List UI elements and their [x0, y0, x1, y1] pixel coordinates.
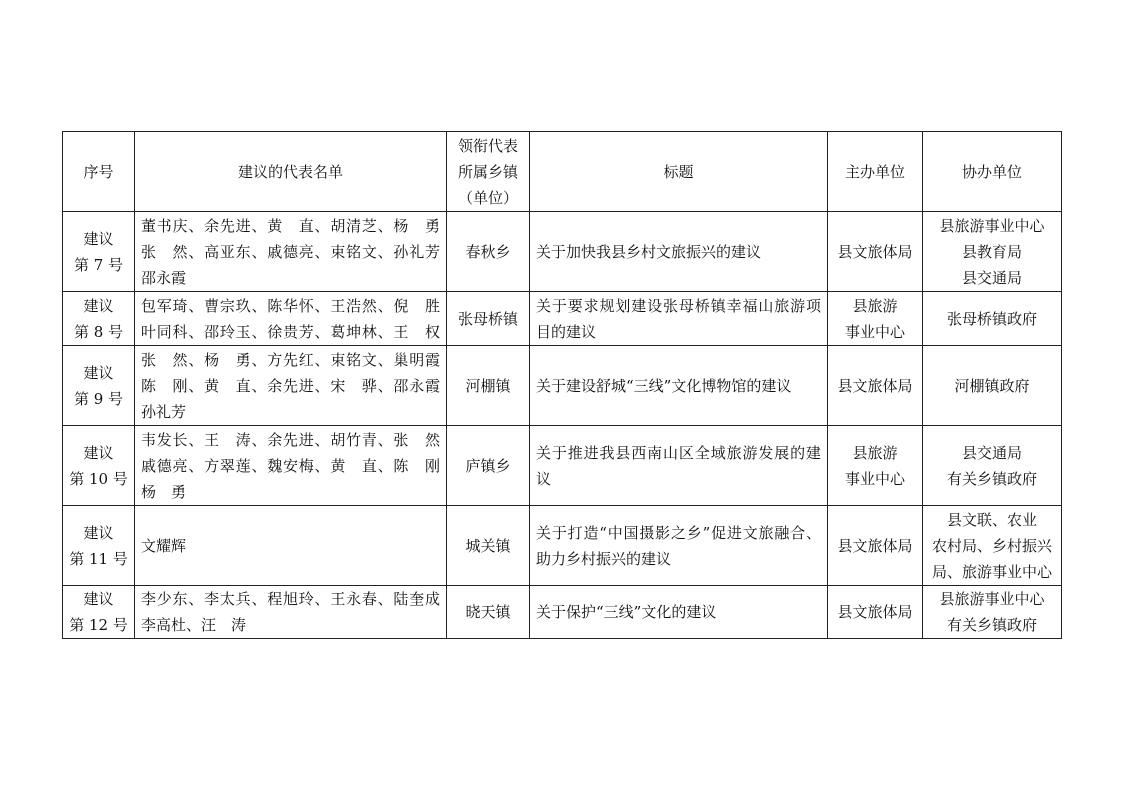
header-reps: 建议的代表名单: [135, 132, 447, 212]
title-line: 关于保护“三线”文化的建议: [536, 603, 717, 621]
seq-line: 第 9 号: [73, 389, 124, 408]
assist-line: 有关乡镇政府: [946, 616, 1037, 634]
title-line: 关于建设舒城“三线”文化博物馆的建议: [536, 376, 792, 395]
seq-line: 第 12 号: [69, 616, 128, 634]
cell-seq: [63, 346, 135, 426]
seq-line: 建议: [83, 363, 114, 382]
cell-town: 庐镇乡: [447, 426, 530, 506]
title-line: 议: [536, 469, 552, 488]
cell-reps: [135, 426, 447, 506]
table-row: [63, 426, 1062, 506]
seq-line: 建议: [83, 229, 114, 248]
assist-line: 河棚镇政府: [954, 376, 1030, 395]
seq-line: 第 10 号: [69, 469, 128, 488]
seq-line: 第 7 号: [73, 255, 124, 274]
header-row: [63, 132, 1062, 212]
cell-host: [828, 212, 923, 292]
assist-line: 农村局、乡村振兴: [931, 536, 1052, 555]
assist-line: 张母桥镇政府: [946, 309, 1037, 328]
assist-line: 有关乡镇政府: [946, 469, 1037, 488]
cell-assist: [923, 346, 1062, 426]
header-town-line: （单位）: [457, 188, 518, 207]
cell-assist: [923, 426, 1062, 506]
reps-line: 包军琦、曹宗玖、陈华怀、王浩然、倪 胜: [141, 296, 440, 315]
seq-line: 建议: [83, 443, 114, 462]
host-line: 县文旅体局: [837, 536, 913, 555]
assist-line: 县文联、农业: [946, 510, 1037, 529]
reps-line: 张 然、杨 勇、方先红、束铭文、巢明霞: [141, 350, 440, 369]
title-line: 助力乡村振兴的建议: [536, 549, 672, 568]
reps-line: 李少东、李太兵、程旭玲、王永春、陆奎成: [141, 590, 440, 608]
proposals-table: [62, 131, 1062, 639]
cell-reps: [135, 346, 447, 426]
cell-town: 城关镇: [447, 506, 530, 586]
host-line: 县旅游: [852, 296, 898, 315]
cell-seq: [63, 506, 135, 586]
cell-title: [530, 212, 828, 292]
cell-town: 张母桥镇: [447, 292, 530, 346]
header-town: [447, 132, 530, 212]
assist-line: 局、旅游事业中心: [931, 562, 1052, 581]
reps-line: 叶同科、邵玲玉、徐贵芳、葛坤林、王 权: [141, 322, 440, 341]
title-line: 关于推进我县西南山区全域旅游发展的建: [536, 443, 821, 462]
reps-line: 邵永霞: [141, 268, 187, 287]
assist-line: 县旅游事业中心: [939, 590, 1045, 608]
cell-seq: [63, 212, 135, 292]
cell-title: [530, 506, 828, 586]
host-line: 县文旅体局: [837, 603, 913, 621]
title-line: 关于加快我县乡村文旅振兴的建议: [536, 242, 762, 261]
cell-host: [828, 292, 923, 346]
host-line: 事业中心: [844, 322, 905, 341]
host-line: 县旅游: [852, 443, 898, 462]
header-seq: 序号: [63, 132, 135, 212]
cell-title: [530, 346, 828, 426]
table-row: [63, 292, 1062, 346]
cell-reps: [135, 212, 447, 292]
cell-reps: [135, 292, 447, 346]
cell-host: [828, 586, 923, 639]
assist-line: 县教育局: [961, 242, 1022, 261]
cell-seq: [63, 292, 135, 346]
table-row: [63, 346, 1062, 426]
cell-assist: [923, 212, 1062, 292]
header-host: 主办单位: [828, 132, 923, 212]
cell-host: [828, 426, 923, 506]
cell-town: 河棚镇: [447, 346, 530, 426]
header-town-line: 领衔代表: [457, 136, 518, 155]
header-assist: 协办单位: [923, 132, 1062, 212]
seq-line: 建议: [83, 523, 114, 542]
assist-line: 县交通局: [961, 443, 1022, 462]
cell-town: 春秋乡: [447, 212, 530, 292]
reps-line: 文耀辉: [141, 536, 187, 555]
title-line: 关于打造“中国摄影之乡”促进文旅融合、: [536, 523, 821, 542]
header-title: 标题: [530, 132, 828, 212]
cell-town: 晓天镇: [447, 586, 530, 639]
reps-line: 戚德亮、方翠莲、魏安梅、黄 直、陈 刚: [141, 456, 440, 475]
host-line: 县文旅体局: [837, 242, 913, 261]
seq-line: 第 8 号: [73, 322, 124, 341]
cell-reps: [135, 586, 447, 639]
cell-title: [530, 426, 828, 506]
cell-assist: [923, 292, 1062, 346]
header-town-line: 所属乡镇: [457, 162, 518, 181]
cell-seq: [63, 586, 135, 639]
cell-assist: [923, 586, 1062, 639]
reps-line: 陈 刚、黄 直、余先进、宋 骅、邵永霞: [141, 376, 440, 395]
reps-line: 李高杜、汪 涛: [141, 616, 247, 634]
table-row: [63, 586, 1062, 639]
cell-title: [530, 292, 828, 346]
seq-line: 建议: [83, 590, 114, 608]
reps-line: 韦发长、王 涛、余先进、胡竹青、张 然: [141, 430, 440, 449]
reps-line: 董书庆、余先进、黄 直、胡清芝、杨 勇: [141, 216, 440, 235]
table-row: [63, 506, 1062, 586]
title-line: 目的建议: [536, 322, 597, 341]
host-line: 县文旅体局: [837, 376, 913, 395]
host-line: 事业中心: [844, 469, 905, 488]
cell-host: [828, 506, 923, 586]
title-line: 关于要求规划建设张母桥镇幸福山旅游项: [536, 296, 821, 315]
assist-line: 县旅游事业中心: [939, 216, 1045, 235]
assist-line: 县交通局: [961, 268, 1022, 287]
reps-line: 张 然、高亚东、戚德亮、束铭文、孙礼芳: [141, 242, 440, 261]
cell-host: [828, 346, 923, 426]
reps-line: 杨 勇: [141, 482, 187, 501]
seq-line: 建议: [83, 296, 114, 315]
table-row: [63, 212, 1062, 292]
reps-line: 孙礼芳: [141, 402, 187, 421]
seq-line: 第 11 号: [69, 549, 128, 568]
cell-reps: [135, 506, 447, 586]
cell-seq: [63, 426, 135, 506]
cell-title: [530, 586, 828, 639]
cell-assist: [923, 506, 1062, 586]
